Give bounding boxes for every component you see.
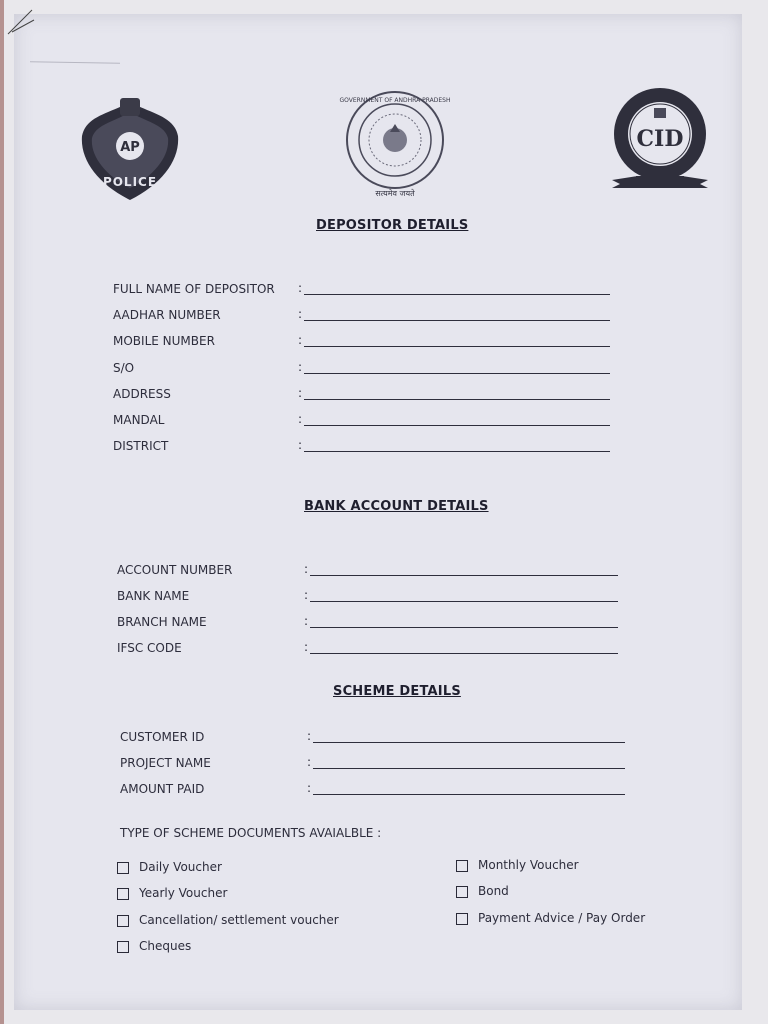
checkbox-square[interactable] xyxy=(456,913,468,925)
field-colon: : xyxy=(307,781,312,795)
field-label: CUSTOMER ID xyxy=(120,730,205,744)
scheme-types-label: TYPE OF SCHEME DOCUMENTS AVAIALBLE : xyxy=(120,826,382,840)
form-field-row xyxy=(0,615,768,633)
cid-logo xyxy=(608,84,712,194)
field-blank-line[interactable] xyxy=(304,399,610,400)
checkbox-label: Bond xyxy=(478,884,509,899)
form-field-row xyxy=(0,413,768,431)
paper-edge xyxy=(0,0,4,1024)
field-colon: : xyxy=(298,307,303,322)
checkbox-label: Yearly Voucher xyxy=(139,886,228,901)
field-blank-line[interactable] xyxy=(313,794,625,795)
field-colon: : xyxy=(304,588,309,602)
svg-text:AP: AP xyxy=(120,140,140,155)
field-blank-line[interactable] xyxy=(310,653,618,654)
field-colon: : xyxy=(298,281,303,295)
field-label: FULL NAME OF DEPOSITOR xyxy=(113,282,275,296)
field-label: MOBILE NUMBER xyxy=(113,334,215,349)
field-label: PROJECT NAME xyxy=(120,756,211,770)
field-colon: : xyxy=(298,359,303,374)
form-field-row xyxy=(0,589,768,607)
checkbox-square[interactable] xyxy=(117,941,129,953)
svg-text:GOVERNMENT OF ANDHRA PRADESH: GOVERNMENT OF ANDHRA PRADESH xyxy=(339,97,451,104)
form-field-row xyxy=(0,782,768,800)
checkbox-square[interactable] xyxy=(117,862,129,874)
form-field-row xyxy=(0,308,768,326)
field-label: S/O xyxy=(113,360,135,375)
field-label: BRANCH NAME xyxy=(117,615,207,629)
form-field-row xyxy=(0,387,768,405)
field-blank-line[interactable] xyxy=(304,294,610,295)
field-blank-line[interactable] xyxy=(304,373,610,374)
field-label: DISTRICT xyxy=(113,439,169,454)
field-blank-line[interactable] xyxy=(304,320,610,321)
field-colon: : xyxy=(298,438,303,453)
form-field-row xyxy=(0,730,768,748)
checkbox-label: Daily Voucher xyxy=(139,860,222,874)
field-colon: : xyxy=(307,729,312,743)
form-field-row xyxy=(0,563,768,581)
field-colon: : xyxy=(298,333,303,348)
corner-fold-mark xyxy=(6,6,36,36)
field-colon: : xyxy=(304,640,309,654)
field-colon: : xyxy=(298,385,303,400)
field-label: IFSC CODE xyxy=(117,641,182,655)
form-field-row xyxy=(0,361,768,379)
field-label: MANDAL xyxy=(113,413,165,427)
form-field-row xyxy=(0,334,768,352)
ap-police-logo xyxy=(78,94,182,206)
field-blank-line[interactable] xyxy=(313,768,625,769)
field-blank-line[interactable] xyxy=(304,346,610,347)
checkbox-label: Payment Advice / Pay Order xyxy=(478,910,646,925)
field-colon: : xyxy=(304,614,309,628)
government-seal xyxy=(338,88,452,200)
field-blank-line[interactable] xyxy=(310,627,618,628)
svg-text:CID: CID xyxy=(636,126,684,152)
checkbox-square[interactable] xyxy=(117,888,129,900)
svg-text:सत्यमेव जयते: सत्यमेव जयते xyxy=(375,189,415,198)
field-blank-line[interactable] xyxy=(313,742,625,743)
field-label: AMOUNT PAID xyxy=(120,782,205,796)
field-colon: : xyxy=(307,755,312,769)
bank-section-title: BANK ACCOUNT DETAILS xyxy=(304,499,489,514)
form-field-row xyxy=(0,282,768,300)
form-field-row xyxy=(0,641,768,659)
field-label: ADDRESS xyxy=(113,386,171,401)
checkbox-square[interactable] xyxy=(456,886,468,898)
checkbox-label: Cancellation/ settlement voucher xyxy=(139,912,339,927)
field-blank-line[interactable] xyxy=(310,601,618,602)
form-field-row xyxy=(0,439,768,457)
field-blank-line[interactable] xyxy=(310,575,618,576)
field-label: AADHAR NUMBER xyxy=(113,308,221,323)
field-blank-line[interactable] xyxy=(304,425,610,426)
checkbox-square[interactable] xyxy=(117,915,129,927)
field-label: BANK NAME xyxy=(117,589,190,603)
depositor-section-title: DEPOSITOR DETAILS xyxy=(316,218,469,233)
checkbox-label: Cheques xyxy=(139,938,192,953)
scheme-section-title: SCHEME DETAILS xyxy=(333,684,461,699)
field-colon: : xyxy=(298,412,303,426)
field-label: ACCOUNT NUMBER xyxy=(117,563,233,577)
svg-text:POLICE: POLICE xyxy=(102,175,158,189)
checkbox-label: Monthly Voucher xyxy=(478,858,579,872)
checkbox-square[interactable] xyxy=(456,860,468,872)
form-field-row xyxy=(0,756,768,774)
field-blank-line[interactable] xyxy=(304,451,610,452)
field-colon: : xyxy=(304,562,309,576)
